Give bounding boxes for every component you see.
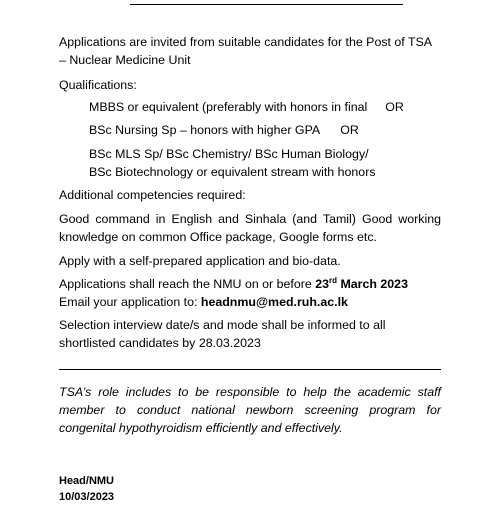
- qualification-text: BSc Nursing Sp – honors with higher GPA: [89, 123, 321, 137]
- deadline-day: 23: [315, 277, 330, 291]
- or-separator: OR: [385, 100, 404, 114]
- role-paragraph: TSA’s role includes to be responsible to help the academic staff member to conduct national newborn screening program for congenital hypothyroidism efficiently and effectively.: [59, 385, 441, 435]
- section-divider: [59, 369, 441, 370]
- or-separator: OR: [340, 123, 359, 137]
- competencies-paragraph: Good command in English and Sinhala (and Tamil) Good working knowledge on common Office package, Google forms etc.: [59, 212, 441, 244]
- competencies-heading: Additional competencies required:: [59, 188, 246, 202]
- intro-paragraph: Applications are invited from suitable candidates for the Post of TSA – Nuclear Medicine Unit: [59, 35, 432, 67]
- qualification-text: MBBS or equivalent (preferably with honors in final: [89, 100, 368, 114]
- deadline-day-suffix: rd: [329, 276, 338, 285]
- signature-title: Head/NMU: [59, 475, 115, 487]
- qualifications-heading: Qualifications:: [59, 78, 137, 92]
- deadline-mid: Email your application to:: [59, 295, 201, 309]
- apply-paragraph: Apply with a self-prepared application and bio-data.: [59, 254, 341, 268]
- qualification-item: [89, 145, 389, 181]
- top-divider: [130, 4, 403, 5]
- signature-date: 10/03/2023: [59, 491, 115, 503]
- qualification-item: [89, 98, 449, 116]
- deadline-prefix: Applications shall reach the NMU on or before: [59, 277, 316, 291]
- qualification-item: [89, 121, 449, 139]
- deadline-paragraph: [59, 275, 441, 311]
- email-address: headnmu@med.ruh.ac.lk: [200, 295, 348, 309]
- interview-paragraph: Selection interview date/s and mode shall be informed to all shortlisted candidates by 28.03.2023: [59, 318, 386, 350]
- qualification-text: BSc MLS Sp/ BSc Chemistry/ BSc Human Biology/ BSc Biotechnology or equivalent stream with honors: [89, 147, 376, 179]
- deadline-month-year: March 2023: [337, 277, 408, 291]
